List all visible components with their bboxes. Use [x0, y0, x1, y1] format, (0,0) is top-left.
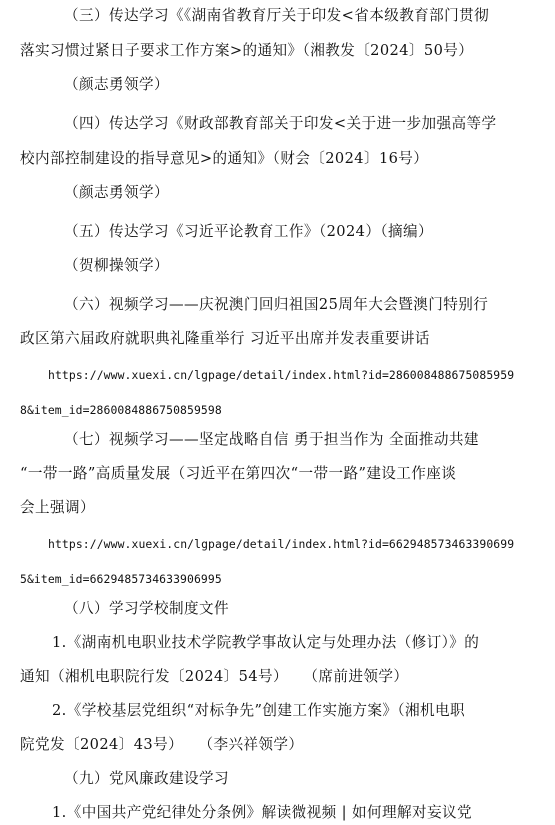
section-6-heading-line-2: 政区第六届政府就职典礼隆重举行 习近平出席并发表重要讲话 — [20, 330, 430, 347]
section-6-heading-line-1: （六）视频学习——庆祝澳门回归祖国25周年大会暨澳门特别行 — [64, 296, 489, 313]
section-8-item-1-line-2: 通知（湘机电职院行发〔2024〕54号） （席前进领学） — [20, 668, 409, 685]
section-7-heading-line-2: “一带一路”高质量发展（习近平在第四次“一带一路”建设工作座谈 — [20, 465, 457, 482]
section-4-presenter: （颜志勇领学） — [64, 184, 169, 201]
section-8-item-1-line-1: 1.《湖南机电职业技术学院教学事故认定与处理办法（修订）》的 — [52, 634, 480, 651]
section-8-heading: （八）学习学校制度文件 — [64, 600, 229, 617]
section-8-item-2-line-2: 院党发〔2024〕43号） （李兴祥领学） — [20, 736, 304, 753]
section-6-video-link-line-2[interactable]: 8&item_id=2860084886750859598 — [20, 403, 222, 417]
section-8-item-2-line-1: 2.《学校基层党组织“对标争先”创建工作实施方案》（湘机电职 — [52, 702, 465, 719]
section-4-heading-line-1: （四）传达学习《财政部教育部关于印发<关于进一步加强高等学 — [64, 115, 497, 132]
section-7-heading-line-1: （七）视频学习——坚定战略自信 勇于担当作为 全面推动共建 — [64, 431, 479, 448]
section-9-item-1-line-1: 1.《中国共产党纪律处分条例》解读微视频 | 如何理解对妄议党 — [52, 804, 472, 821]
section-7-video-link-line-1[interactable]: https://www.xuexi.cn/lgpage/detail/index.html?id=662948573463390699 — [48, 537, 515, 551]
section-3-heading-line-2: 落实习惯过紧日子要求工作方案>的通知》（湘教发〔2024〕50号） — [20, 42, 474, 59]
section-3-presenter: （颜志勇领学） — [64, 76, 169, 93]
section-5-heading: （五）传达学习《习近平论教育工作》（2024）（摘编） — [64, 223, 433, 240]
section-7-heading-line-3: 会上强调） — [20, 499, 95, 516]
section-3-heading-line-1: （三）传达学习《《湖南省教育厅关于印发<省本级教育部门贯彻 — [64, 7, 490, 24]
section-4-heading-line-2: 校内部控制建设的指导意见>的通知》（财会〔2024〕16号） — [20, 150, 429, 167]
section-5-presenter: （贺柳操领学） — [64, 257, 169, 274]
section-6-video-link-line-1[interactable]: https://www.xuexi.cn/lgpage/detail/index.html?id=286008488675085959 — [48, 368, 515, 382]
section-9-heading: （九）党风廉政建设学习 — [64, 770, 229, 787]
section-7-video-link-line-2[interactable]: 5&item_id=6629485734633906995 — [20, 572, 222, 586]
